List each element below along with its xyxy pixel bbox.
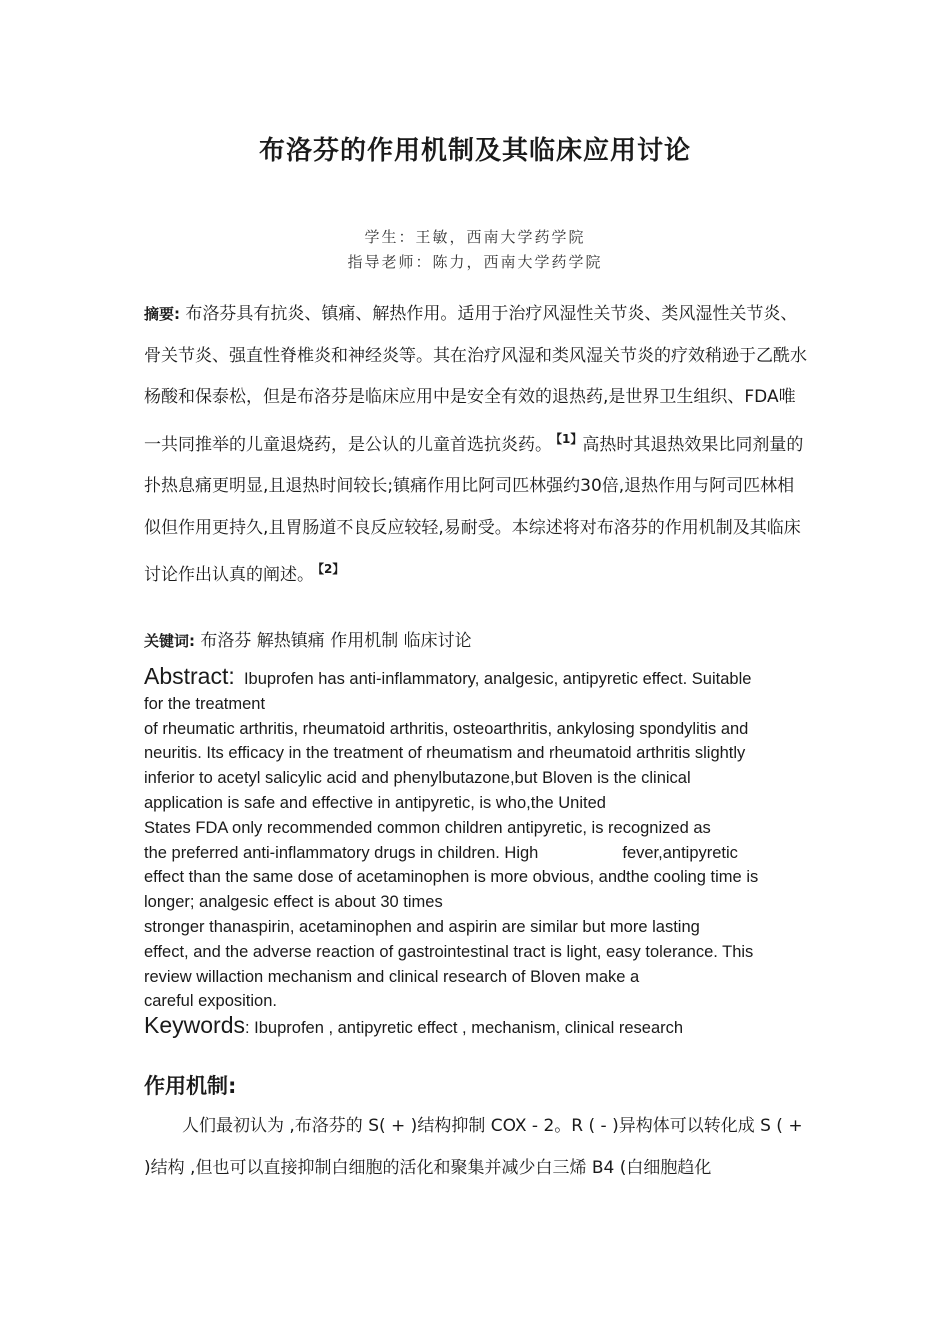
abstract-en-line-10: longer; analgesic effect is about 30 times [144, 893, 443, 912]
abstract-cn-label: 摘要: [144, 305, 180, 323]
abstract-en-line-8a: the preferred anti-inflammatory drugs in children. High [144, 843, 539, 862]
abstract-en-line-3: of rheumatic arthritis, rheumatoid arthritis, osteoarthritis, ankylosing spondylitis and [144, 719, 749, 738]
author-advisor: 指导老师：陈力，西南大学药学院 [347, 253, 603, 271]
abstract-en-line-14: careful exposition. [144, 992, 277, 1011]
abstract-en-line-8 [144, 841, 804, 866]
section-paragraph-mechanism: 人们最初认为 ,布洛芬的 S( + )结构抑制 COX - 2。R ( - )异构体可以转化成 S ( + )结构 ,但也可以直接抑制白细胞的活化和聚集并减少白三烯 B4 (白细胞趋化 [144, 1116, 803, 1178]
abstract-en-label: Abstract: [144, 663, 235, 689]
section-heading-mechanism: 作用机制: [144, 1074, 237, 1098]
abstract-cn-text-1: 布洛芬具有抗炎、镇痛、解热作用。适用于治疗风湿性关节炎、类风湿性关节炎、骨关节炎、强直性脊椎炎和神经炎等。其在治疗风湿和类风湿关节炎的疗效稍逊于乙酰水杨酸和保泰松，但是布洛芬是临床应用中是安全有效的退热药,是世界卫生组织、FDA唯一共同推举的儿童退烧药，是公认的儿童首选抗炎药。 [144, 304, 807, 455]
author-student: 学生：王敏，西南大学药学院 [364, 228, 586, 246]
abstract-en-line-6: application is safe and effective in antipyretic, is who,the United [144, 793, 606, 812]
keywords-en-label: Keywords [144, 1012, 245, 1038]
keywords-en-text: : Ibuprofen , antipyretic effect , mechanism, clinical research [244, 1019, 684, 1037]
abstract-cn-text-2: 高热时其退热效果比同剂量的扑热息痛更明显,且退热时间较长;镇痛作用比阿司匹林强约30倍,退热作用与阿司匹林相似但作用更持久,且胃肠道不良反应较轻,易耐受。本综述将对布洛芬的作用机制及其临床讨论作出认真的阐述。 [144, 434, 804, 585]
reference-marker-1: 【1】 [556, 431, 583, 446]
abstract-en-line-8b: fever,antipyretic [622, 843, 738, 862]
abstract-en-line-13: review willaction mechanism and clinical research of Bloven make a [144, 967, 640, 986]
abstract-english [144, 664, 804, 1014]
keywords-chinese [144, 626, 472, 651]
abstract-en-line-4: neuritis. Its efficacy in the treatment of rheumatism and rheumatoid arthritis slightly [144, 744, 746, 763]
abstract-en-line-7: States FDA only recommended common children antipyretic, is recognized as [144, 818, 711, 837]
abstract-en-line-2: for the treatment [144, 694, 266, 713]
keywords-cn-label: 关键词: [144, 632, 195, 650]
abstract-en-line-12: effect, and the adverse reaction of gastrointestinal tract is light, easy tolerance. This [144, 942, 754, 961]
abstract-en-line-1: Ibuprofen has anti-inflammatory, analgesic, antipyretic effect. Suitable [243, 670, 752, 688]
abstract-chinese [144, 294, 809, 597]
keywords-cn-text: 布洛芬 解热镇痛 作用机制 临床讨论 [200, 631, 472, 651]
abstract-en-line [144, 664, 804, 692]
reference-marker-2: 【2】 [318, 562, 345, 576]
paper-title: 布洛芬的作用机制及其临床应用讨论 [258, 136, 691, 166]
keywords-english [144, 1012, 683, 1039]
abstract-en-line-5: inferior to acetyl salicylic acid and phenylbutazone,but Bloven is the clinical [144, 769, 691, 788]
abstract-en-line-11: stronger thanaspirin, acetaminophen and aspirin are similar but more lasting [144, 917, 700, 936]
abstract-en-line-9: effect than the same dose of acetaminophen is more obvious, andthe cooling time is [144, 868, 759, 887]
